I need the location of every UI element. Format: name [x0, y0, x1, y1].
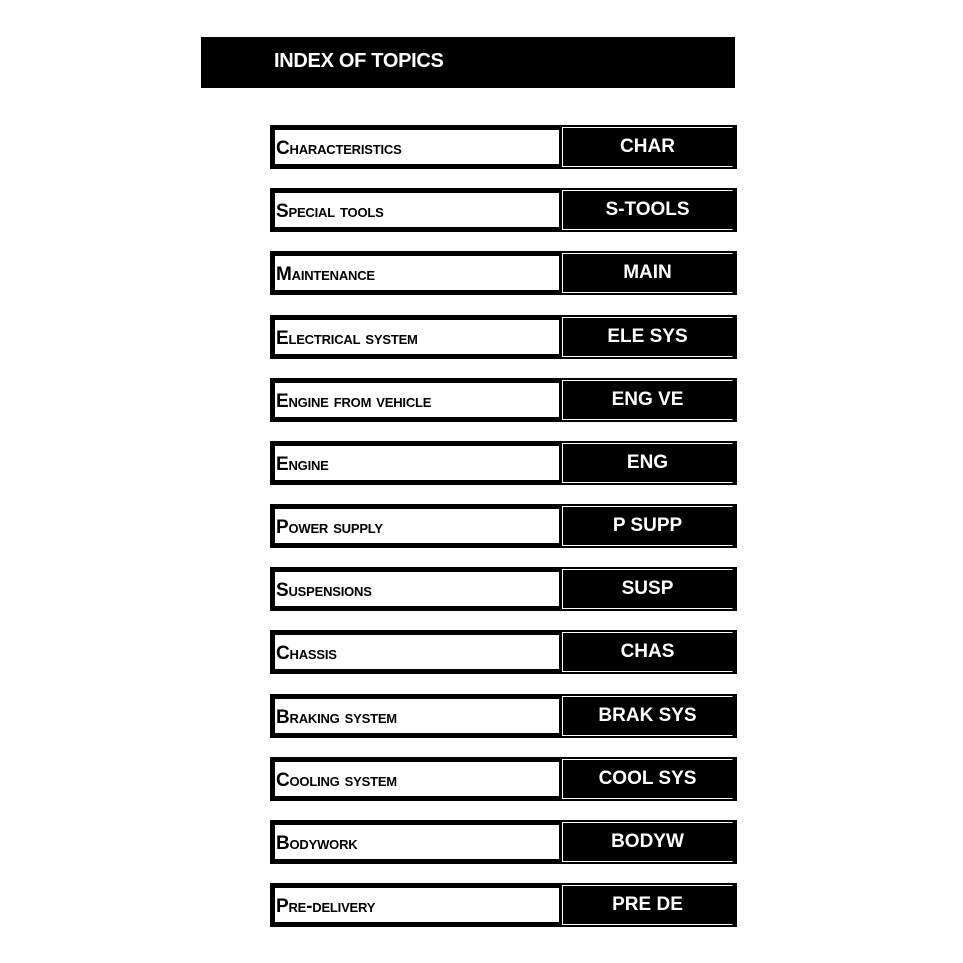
- topic-code: COOL SYS: [598, 768, 697, 789]
- topic-code-box: [562, 569, 733, 609]
- topic-name: Suspensions: [276, 580, 372, 601]
- topic-code: SUSP: [621, 578, 674, 599]
- topic-name: Braking system: [276, 707, 397, 728]
- topic-name: Bodywork: [276, 833, 358, 854]
- topic-code-box: [562, 127, 733, 167]
- topic-name-box: [274, 634, 560, 670]
- topic-name-box: [274, 319, 560, 355]
- topic-code: ENG: [626, 452, 669, 473]
- topic-name: Pre-delivery: [276, 896, 376, 917]
- topic-code-box: [562, 759, 733, 799]
- topic-code: BODYW: [611, 831, 684, 852]
- topic-row-pre-delivery[interactable]: [270, 883, 737, 927]
- topic-code: MAIN: [623, 262, 672, 283]
- topic-name: Electrical system: [276, 328, 418, 349]
- topic-code: CHAS: [620, 641, 675, 662]
- topic-name: Special tools: [276, 201, 384, 222]
- topic-name-box: [274, 382, 560, 418]
- topic-row-engine[interactable]: [270, 441, 737, 485]
- topic-row-bodywork[interactable]: [270, 820, 737, 864]
- topic-name-box: [274, 571, 560, 607]
- topic-code: BRAK SYS: [598, 705, 697, 726]
- topic-name-box: [274, 508, 560, 544]
- topic-name-box: [274, 761, 560, 797]
- topic-name-box: [274, 129, 560, 165]
- topic-name: Engine: [276, 454, 329, 475]
- topic-row-maintenance[interactable]: [270, 251, 737, 295]
- topic-code: P SUPP: [612, 515, 683, 536]
- topic-name-box: [274, 824, 560, 860]
- topic-code-box: [562, 317, 733, 357]
- topic-code-box: [562, 632, 733, 672]
- topic-row-electrical-system[interactable]: [270, 315, 737, 359]
- topic-code-box: [562, 253, 733, 293]
- topic-row-power-supply[interactable]: [270, 504, 737, 548]
- topic-code-box: [562, 885, 733, 925]
- topic-code: CHAR: [620, 136, 675, 157]
- topic-code-box: [562, 190, 733, 230]
- topic-name: Chassis: [276, 643, 337, 664]
- topic-name-box: [274, 445, 560, 481]
- topic-row-cooling-system[interactable]: [270, 757, 737, 801]
- topic-name-box: [274, 255, 560, 291]
- index-header-bar: [201, 37, 735, 88]
- index-title: INDEX OF TOPICS: [274, 50, 444, 72]
- topic-name: Characteristics: [276, 138, 402, 159]
- topic-code: ENG VE: [611, 389, 684, 410]
- topic-row-engine-from-vehicle[interactable]: [270, 378, 737, 422]
- topic-name: Cooling system: [276, 770, 397, 791]
- topic-name: Power supply: [276, 517, 383, 538]
- topic-row-characteristics[interactable]: [270, 125, 737, 169]
- topic-row-braking-system[interactable]: [270, 694, 737, 738]
- topic-code-box: [562, 506, 733, 546]
- topic-row-chassis[interactable]: [270, 630, 737, 674]
- topic-code-box: [562, 696, 733, 736]
- topic-name: Engine from vehicle: [276, 391, 432, 412]
- topic-code: PRE DE: [612, 894, 683, 915]
- topic-name: Maintenance: [276, 264, 375, 285]
- topic-row-suspensions[interactable]: [270, 567, 737, 611]
- topic-code-box: [562, 443, 733, 483]
- topic-code-box: [562, 380, 733, 420]
- topic-name-box: [274, 698, 560, 734]
- topic-name-box: [274, 887, 560, 923]
- topic-code: ELE SYS: [607, 326, 688, 347]
- topic-code: S-TOOLS: [605, 199, 690, 220]
- topic-name-box: [274, 192, 560, 228]
- topic-row-special-tools[interactable]: [270, 188, 737, 232]
- topic-code-box: [562, 822, 733, 862]
